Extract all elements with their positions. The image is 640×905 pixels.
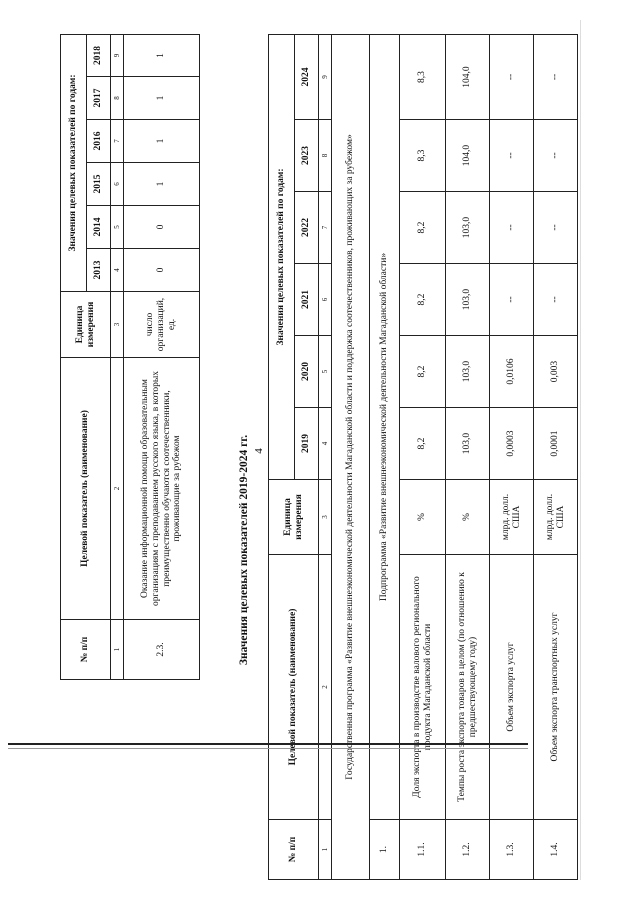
section-title: Значения целевых показателей 2019-2024 гг. bbox=[238, 434, 250, 666]
table-row bbox=[400, 35, 446, 880]
row-indicator-name: Доля экспорта в производстве валового регионального продукта Магаданской области bbox=[400, 555, 446, 820]
column-numbering-row bbox=[319, 35, 332, 880]
page-edge-rule-shadow bbox=[8, 748, 528, 749]
indicator-table-2019-2024 bbox=[268, 34, 578, 880]
table-row bbox=[534, 35, 578, 880]
program-title-row bbox=[332, 35, 370, 880]
row-value: -- bbox=[490, 264, 534, 336]
row-value: 104,0 bbox=[446, 35, 490, 120]
header-year: 2018 bbox=[87, 35, 111, 77]
row-value: 1 bbox=[124, 163, 200, 206]
column-number: 9 bbox=[111, 35, 124, 77]
header-unit: Единица измерения bbox=[61, 292, 111, 358]
indicator-table-2013-2018 bbox=[60, 34, 200, 680]
row-value: 0,0106 bbox=[490, 336, 534, 408]
column-number: 2 bbox=[319, 555, 332, 820]
column-number: 6 bbox=[319, 264, 332, 336]
row-value: -- bbox=[490, 192, 534, 264]
row-value: -- bbox=[534, 35, 578, 120]
row-indicator-name: Объем экспорта транспортных услуг bbox=[534, 555, 578, 820]
header-year: 2022 bbox=[295, 192, 319, 264]
header-year: 2024 bbox=[295, 35, 319, 120]
header-year: 2017 bbox=[87, 77, 111, 120]
header-values: Значения целевых показателей по годам: bbox=[269, 35, 295, 480]
column-numbering-row bbox=[111, 35, 124, 680]
column-number: 1 bbox=[111, 620, 124, 680]
program-title: Государственная программа «Развитие внешнеэкономической деятельности Магаданской области и поддержка соотечественников, проживающих за рубежом» bbox=[332, 35, 370, 880]
row-value: 8,2 bbox=[400, 336, 446, 408]
row-value: 103,0 bbox=[446, 264, 490, 336]
row-indicator-name: Оказание информационной помощи образовательным организациям с преподаванием русского языка, в которых преимущественно обучаются соотечественники, проживающие за рубежом bbox=[124, 358, 200, 620]
table-2013-2018-wrapper bbox=[60, 34, 200, 680]
table-row bbox=[124, 35, 200, 680]
header-year: 2023 bbox=[295, 120, 319, 192]
row-unit: % bbox=[446, 480, 490, 555]
row-value: 8,2 bbox=[400, 408, 446, 480]
header-no: № п/п bbox=[269, 820, 319, 880]
column-number: 5 bbox=[111, 206, 124, 249]
column-number: 8 bbox=[111, 77, 124, 120]
row-value: 8,2 bbox=[400, 192, 446, 264]
column-number: 9 bbox=[319, 35, 332, 120]
header-values: Значения целевых показателей по годам: bbox=[61, 35, 87, 292]
row-value: 0,0001 bbox=[534, 408, 578, 480]
row-value: 103,0 bbox=[446, 336, 490, 408]
subprogram-title: Подпрограмма «Развитие внешнеэкономической деятельности Магаданской области» bbox=[370, 35, 400, 820]
column-number: 3 bbox=[319, 480, 332, 555]
page-edge-rule bbox=[8, 743, 528, 745]
column-number: 7 bbox=[111, 120, 124, 163]
row-value: -- bbox=[534, 120, 578, 192]
table-row bbox=[446, 35, 490, 880]
column-number: 4 bbox=[111, 249, 124, 292]
header-year: 2013 bbox=[87, 249, 111, 292]
row-value: 0,0003 bbox=[490, 408, 534, 480]
column-number: 2 bbox=[111, 358, 124, 620]
row-number: 1.3. bbox=[490, 820, 534, 880]
row-unit: % bbox=[400, 480, 446, 555]
row-number: 2.3. bbox=[124, 620, 200, 680]
header-year: 2016 bbox=[87, 120, 111, 163]
table-row bbox=[490, 35, 534, 880]
header-indicator: Целевой показатель (наименование) bbox=[269, 555, 319, 820]
row-value: 0,003 bbox=[534, 336, 578, 408]
column-number: 6 bbox=[111, 163, 124, 206]
column-number: 8 bbox=[319, 120, 332, 192]
header-year: 2014 bbox=[87, 206, 111, 249]
column-number: 3 bbox=[111, 292, 124, 358]
header-year: 2021 bbox=[295, 264, 319, 336]
row-value: -- bbox=[534, 264, 578, 336]
subprogram-row bbox=[370, 35, 400, 880]
header-no: № п/п bbox=[61, 620, 111, 680]
row-value: 8,3 bbox=[400, 35, 446, 120]
row-indicator-name: Темпы роста экспорта товаров в целом (по отношению к предшествующему году) bbox=[446, 555, 490, 820]
column-number: 1 bbox=[319, 820, 332, 880]
row-value: 1 bbox=[124, 35, 200, 77]
row-indicator-name: Объем экспорта услуг bbox=[490, 555, 534, 820]
header-indicator: Целевой показатель (наименование) bbox=[61, 358, 111, 620]
scan-edge bbox=[580, 20, 581, 880]
column-number: 7 bbox=[319, 192, 332, 264]
header-year: 2020 bbox=[295, 336, 319, 408]
row-value: 1 bbox=[124, 77, 200, 120]
column-number: 5 bbox=[319, 336, 332, 408]
row-value: -- bbox=[490, 35, 534, 120]
row-value: 103,0 bbox=[446, 408, 490, 480]
row-value: 103,0 bbox=[446, 192, 490, 264]
row-value: -- bbox=[490, 120, 534, 192]
row-number: 1. bbox=[370, 820, 400, 880]
row-number: 1.2. bbox=[446, 820, 490, 880]
row-number: 1.1. bbox=[400, 820, 446, 880]
header-unit: Единица измерения bbox=[269, 480, 319, 555]
row-unit: число организаций, ед. bbox=[124, 292, 200, 358]
row-value: 1 bbox=[124, 120, 200, 163]
header-year: 2019 bbox=[295, 408, 319, 480]
header-year: 2015 bbox=[87, 163, 111, 206]
row-value: 8,3 bbox=[400, 120, 446, 192]
row-value: 0 bbox=[124, 206, 200, 249]
column-number: 4 bbox=[319, 408, 332, 480]
row-number: 1.4. bbox=[534, 820, 578, 880]
row-unit: млрд. долл. США bbox=[490, 480, 534, 555]
row-value: 104,0 bbox=[446, 120, 490, 192]
row-unit: млрд. долл. США bbox=[534, 480, 578, 555]
row-value: 0 bbox=[124, 249, 200, 292]
row-value: 8,2 bbox=[400, 264, 446, 336]
row-value: -- bbox=[534, 192, 578, 264]
table-2019-2024-wrapper bbox=[268, 34, 578, 880]
page-number: 4 bbox=[253, 448, 265, 454]
